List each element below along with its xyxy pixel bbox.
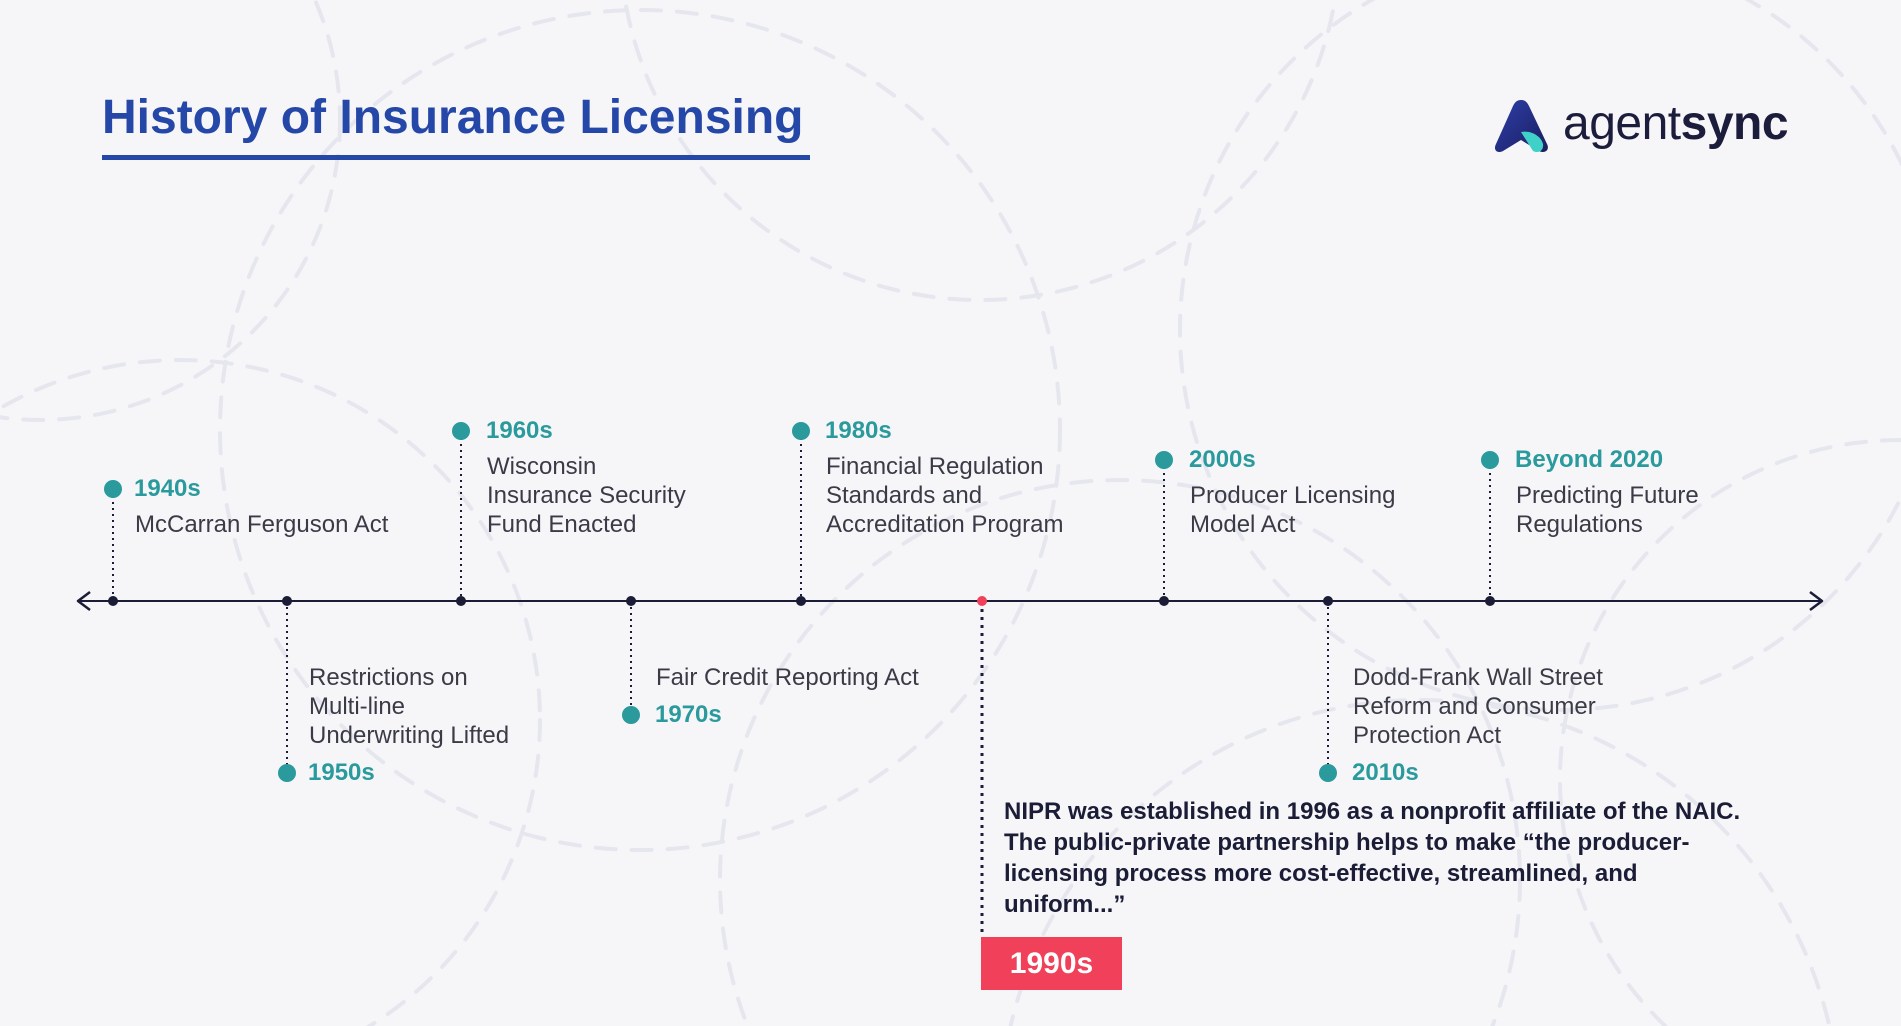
event-label-1970s: Fair Credit Reporting Act (656, 664, 919, 691)
event-date-1980s: 1980s (825, 417, 892, 444)
axis-dot-1990s (977, 596, 987, 606)
event-label-2000s: Producer Licensing Model Act (1190, 482, 1396, 538)
marker-1960s (452, 422, 470, 440)
page-title: History of Insurance Licensing (102, 91, 804, 144)
event-label-2010s: Dodd-Frank Wall Street Reform and Consumer Protection Act (1353, 664, 1603, 749)
highlight-date-badge: 1990s (981, 937, 1122, 990)
event-label-1960s: Wisconsin Insurance Security Fund Enacted (487, 453, 686, 538)
logo-text-light: agent (1563, 97, 1681, 150)
nipr-callout-text: NIPR was established in 1996 as a nonprofit affiliate of the NAIC. The public-private partnership helps to make “the producer-licensing process more cost-effective, streamlined, and uniform...” (1004, 798, 1741, 918)
logo-text-bold: sync (1680, 97, 1789, 150)
axis-dot-2010s (1323, 596, 1333, 606)
marker-2010s (1319, 764, 1337, 782)
axis-dot-1960s (456, 596, 466, 606)
axis-dot-2000s (1159, 596, 1169, 606)
event-date-beyond-2020: Beyond 2020 (1515, 446, 1664, 473)
event-label-1980s: Financial Regulation Standards and Accreditation Program (826, 453, 1064, 538)
marker-2000s (1155, 451, 1173, 469)
event-date-1960s: 1960s (486, 417, 553, 444)
axis-dot-1970s (626, 596, 636, 606)
event-date-2000s: 2000s (1189, 446, 1256, 473)
marker-1940s (104, 480, 122, 498)
marker-1980s (792, 422, 810, 440)
event-date-1950s: 1950s (308, 759, 375, 786)
event-date-2010s: 2010s (1352, 759, 1419, 786)
axis-dot-1940s (108, 596, 118, 606)
marker-1950s (278, 764, 296, 782)
axis-dot-1980s (796, 596, 806, 606)
marker-beyond-2020 (1481, 451, 1499, 469)
event-label-beyond-2020: Predicting Future Regulations (1516, 482, 1699, 538)
marker-1970s (622, 706, 640, 724)
event-date-1970s: 1970s (655, 701, 722, 728)
event-label-1940s: McCarran Ferguson Act (135, 511, 389, 538)
axis-dot-1950s (282, 596, 292, 606)
event-label-1950s: Restrictions on Multi-line Underwriting Lifted (309, 664, 510, 749)
event-date-1940s: 1940s (134, 475, 201, 502)
axis-dot-beyond-2020 (1485, 596, 1495, 606)
